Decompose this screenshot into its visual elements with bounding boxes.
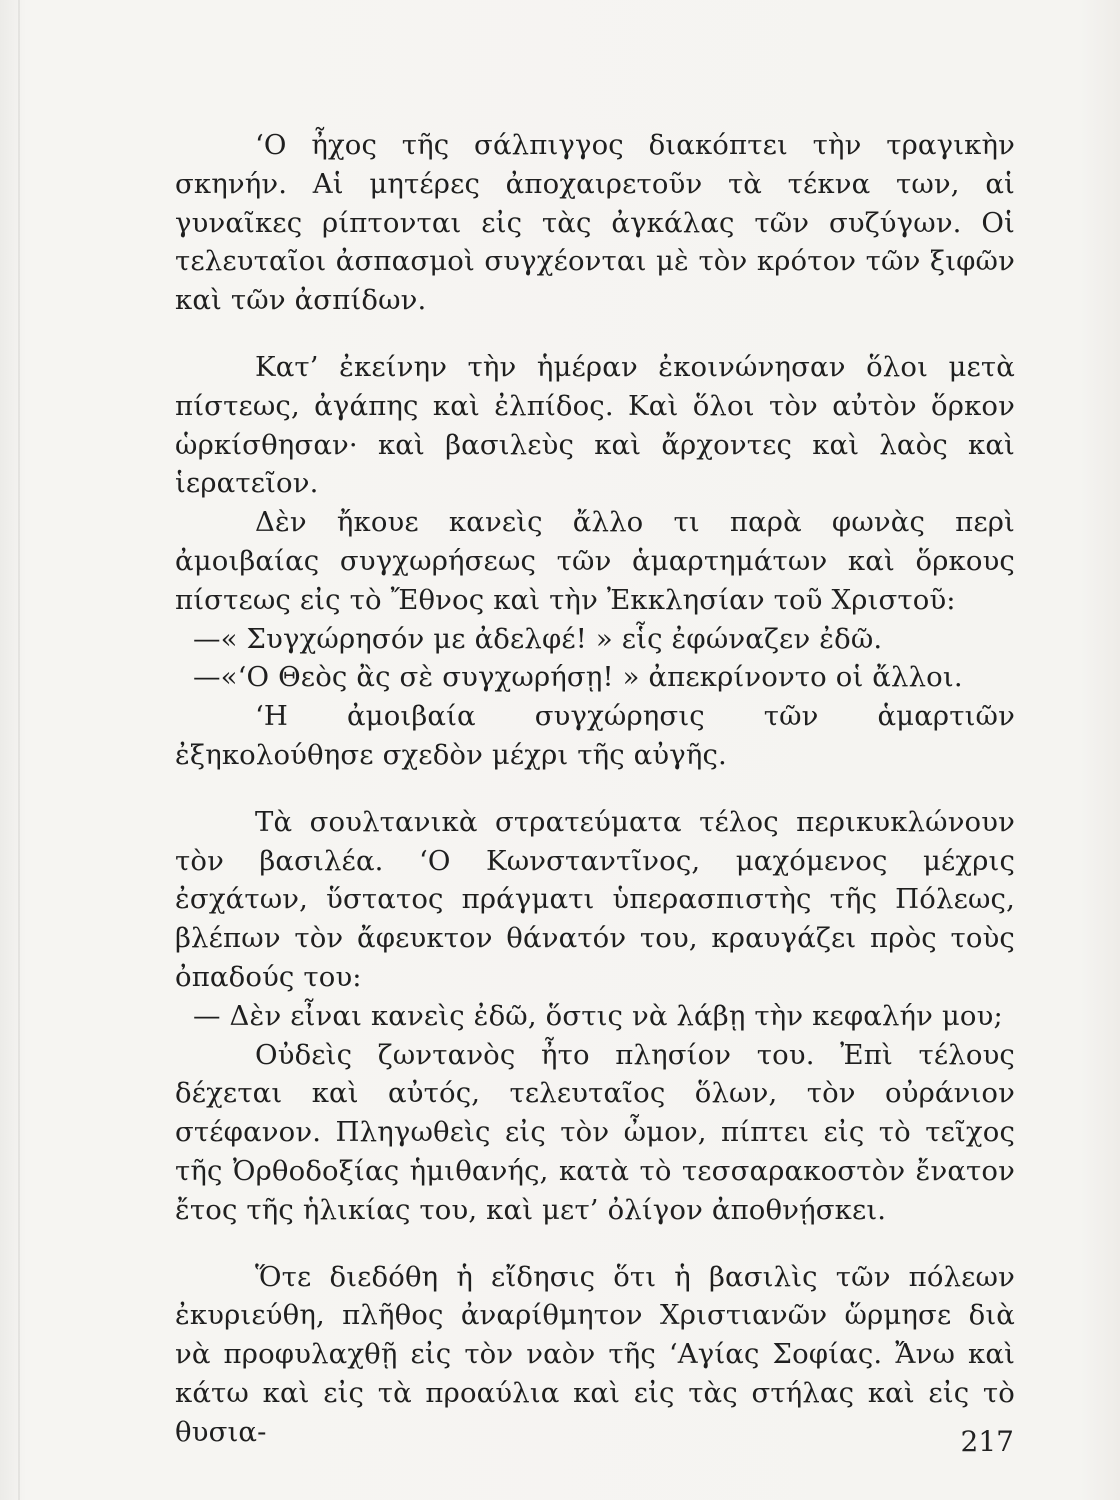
paragraph-hagia-sophia: Ὅτε διεδόθη ἡ εἴδησις ὅτι ἡ βασιλὶς τῶν πόλεων ἐκυριεύθη, πλῆθος ἀναρίθμητον Χριστιανῶν ὥρμησε διὰ νὰ προφυλαχθῇ εἰς τὸν ναὸν τῆς ‘Αγίας Σοφίας. Ἄνω καὶ κάτω καὶ εἰς τὰ προαύλια καὶ εἰς τὰς στήλας καὶ εἰς τὸ θυσια- [175,1260,1015,1448]
dialogue-line-2: —«‘Ο Θεὸς ἂς σὲ συγχωρήσῃ! » ἀπεκρίνοντο οἱ ἄλλοι. [193,661,963,694]
paragraph-emperor-death: Οὐδεὶς ζωντανὸς ἦτο πλησίον του. Ἐπὶ τέλους δέχεται καὶ αὐτός, τελευταῖος ὅλων, τὸν οὐράνιον στέφανον. Πληγωθεὶς εἰς τὸν ὦμον, πίπτει εἰς τὸ τεῖχος τῆς Ὀρθοδοξίας ἡμιθανής, κατὰ τὸ τεσσαρακοστὸν ἔνατον ἔτος τῆς ἡλικίας του, καὶ μετ’ ὀλίγον ἀποθνῄσκει. [175,1038,1015,1226]
paragraph-communion: Κατ’ ἐκείνην τὴν ἡμέραν ἐκοινώνησαν ὅλοι μετὰ πίστεως, ἀγάπης καὶ ἐλπίδος. Καὶ ὅλοι τὸν αὐτὸν ὅρκον ὡρκίσθησαν· καὶ βασιλεὺς καὶ ἄρχοντες καὶ λαὸς καὶ ἱερατεῖον. [175,350,1015,500]
page-gutter-shadow [18,0,20,1500]
dialogue-line-1: —« Συγχώρησόν με ἀδελφέ! » εἷς ἐφώναζεν ἐδῶ. [193,622,883,655]
section-gap [175,1230,1015,1258]
section-gap [175,775,1015,803]
paragraph-until-dawn: ‘Η ἀμοιβαία συγχώρησις τῶν ἁμαρτιῶν ἐξηκολούθησε σχεδὸν μέχρι τῆς αὐγῆς. [175,700,1015,771]
section-gap [175,320,1015,348]
page-number: 217 [960,1425,1014,1458]
paragraph-emperor-surrounded: Τὰ σουλτανικὰ στρατεύματα τέλος περικυκλώνουν τὸν βασιλέα. ‘Ο Κωνσταντῖνος, μαχόμενος μέχρις ἐσχάτων, ὕστατος πράγματι ὑπερασπιστὴς τῆς Πόλεως, βλέπων τὸν ἄφευκτον θάνατόν του, κραυγάζει πρὸς τοὺς ὀπαδούς του: [175,805,1015,993]
page-text-block [175,126,1015,1452]
dialogue-emperor-cry: — Δὲν εἶναι κανεὶς ἐδῶ, ὅστις νὰ λάβῃ τὴν κεφαλήν μου; [193,999,1003,1032]
paragraph-trumpet-scene: ‘Ο ἦχος τῆς σάλπιγγος διακόπτει τὴν τραγικὴν σκηνήν. Αἱ μητέρες ἀποχαιρετοῦν τὰ τέκνα των, αἱ γυναῖκες ρίπτονται εἰς τὰς ἀγκάλας τῶν συζύγων. Οἱ τελευταῖοι ἀσπασμοὶ συγχέονται μὲ τὸν κρότον τῶν ξιφῶν καὶ τῶν ἀσπίδων. [175,129,1015,317]
paragraph-forgiveness-voices: Δὲν ἤκουε κανεὶς ἄλλο τι παρὰ φωνὰς περὶ ἀμοιβαίας συγχωρήσεως τῶν ἁμαρτημάτων καὶ ὅρκους πίστεως εἰς τὸ Ἔθνος καὶ τὴν Ἐκκλησίαν τοῦ Χριστοῦ: [175,506,1015,616]
